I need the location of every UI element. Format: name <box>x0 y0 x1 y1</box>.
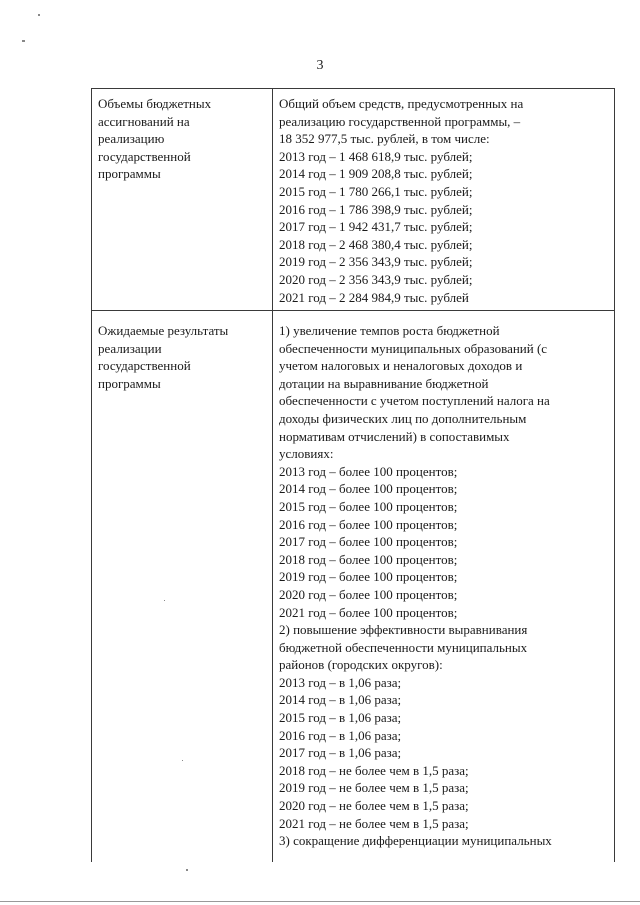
content-line: 2016 год – 1 786 398,9 тыс. рублей; <box>279 201 473 217</box>
row-label-cell <box>92 311 273 863</box>
content-line: 2017 год – 1 942 431,7 тыс. рублей; <box>279 219 473 235</box>
content-line: 2019 год – не более чем в 1,5 раза; <box>279 780 469 796</box>
content-line: 2018 год – не более чем в 1,5 раза; <box>279 762 469 778</box>
content-line: 2015 год – более 100 процентов; <box>279 498 458 514</box>
row-label-line: программы <box>98 375 161 391</box>
program-passport-table <box>91 88 615 862</box>
scan-bottom-line <box>0 901 640 902</box>
content-line: обеспеченности муниципальных образований (с <box>279 340 548 356</box>
content-line: 2021 год – 2 284 984,9 тыс. рублей <box>279 289 469 305</box>
row-label-line: реализации <box>98 340 162 356</box>
content-line: 18 352 977,5 тыс. рублей, в том числе: <box>279 131 490 147</box>
content-line: 3) сокращение дифференциации муниципальных <box>279 833 552 849</box>
scan-speck <box>22 40 25 42</box>
scan-speck <box>38 14 40 16</box>
row-label-cell <box>92 89 273 311</box>
content-line: 2014 год – в 1,06 раза; <box>279 692 402 708</box>
row-content-cell <box>273 311 615 863</box>
content-line: 2020 год – не более чем в 1,5 раза; <box>279 798 469 814</box>
content-line: районов (городских округов): <box>279 657 443 673</box>
table-row-expected-results <box>92 311 615 863</box>
content-line: учетом налоговых и неналоговых доходов и <box>279 358 523 374</box>
content-line: 2019 год – 2 356 343,9 тыс. рублей; <box>279 254 473 270</box>
content-line: 2020 год – более 100 процентов; <box>279 586 458 602</box>
row-label-line: государственной <box>98 148 191 164</box>
content-line: Общий объем средств, предусмотренных на <box>279 96 524 111</box>
content-line: реализацию государственной программы, – <box>279 113 521 129</box>
page-number: 3 <box>316 58 324 73</box>
content-line: 2017 год – более 100 процентов; <box>279 534 458 550</box>
content-line: 2015 год – в 1,06 раза; <box>279 710 402 726</box>
scan-speck <box>186 869 188 871</box>
row-label-line: программы <box>98 166 161 182</box>
row-label-line: реализацию <box>98 131 165 147</box>
content-line: 2013 год – в 1,06 раза; <box>279 674 402 690</box>
content-line: 2014 год – 1 909 208,8 тыс. рублей; <box>279 166 473 182</box>
content-line: 2014 год – более 100 процентов; <box>279 481 458 497</box>
row-label-line: Объемы бюджетных <box>98 96 212 111</box>
content-line: 2018 год – 2 468 380,4 тыс. рублей; <box>279 236 473 252</box>
content-line: 2020 год – 2 356 343,9 тыс. рублей; <box>279 271 473 287</box>
content-line: нормативам отчислений) в сопоставимых <box>279 428 510 444</box>
row-label-line: Ожидаемые результаты <box>98 323 229 338</box>
content-line: 2019 год – более 100 процентов; <box>279 569 458 585</box>
row-content-cell <box>273 89 615 311</box>
row-label-line: государственной <box>98 358 191 374</box>
content-line: 2021 год – не более чем в 1,5 раза; <box>279 815 469 831</box>
content-line: условиях: <box>279 446 334 462</box>
content-line: обеспеченности с учетом поступлений налога на <box>279 393 550 409</box>
content-line: дотации на выравнивание бюджетной <box>279 375 489 391</box>
row-label-line: ассигнований на <box>98 113 190 129</box>
content-line: 2018 год – более 100 процентов; <box>279 551 458 567</box>
content-line: 2) повышение эффективности выравнивания <box>279 622 528 638</box>
content-line: 2017 год – в 1,06 раза; <box>279 745 402 761</box>
content-line: доходы физических лиц по дополнительным <box>279 410 527 426</box>
content-line: бюджетной обеспеченности муниципальных <box>279 639 528 655</box>
content-line: 2015 год – 1 780 266,1 тыс. рублей; <box>279 183 473 199</box>
content-line: 2021 год – более 100 процентов; <box>279 604 458 620</box>
content-line: 1) увеличение темпов роста бюджетной <box>279 323 500 338</box>
table-row-budget-allocations <box>92 89 615 311</box>
content-line: 2016 год – в 1,06 раза; <box>279 727 402 743</box>
content-line: 2013 год – 1 468 618,9 тыс. рублей; <box>279 148 473 164</box>
content-line: 2013 год – более 100 процентов; <box>279 463 458 479</box>
content-line: 2016 год – более 100 процентов; <box>279 516 458 532</box>
